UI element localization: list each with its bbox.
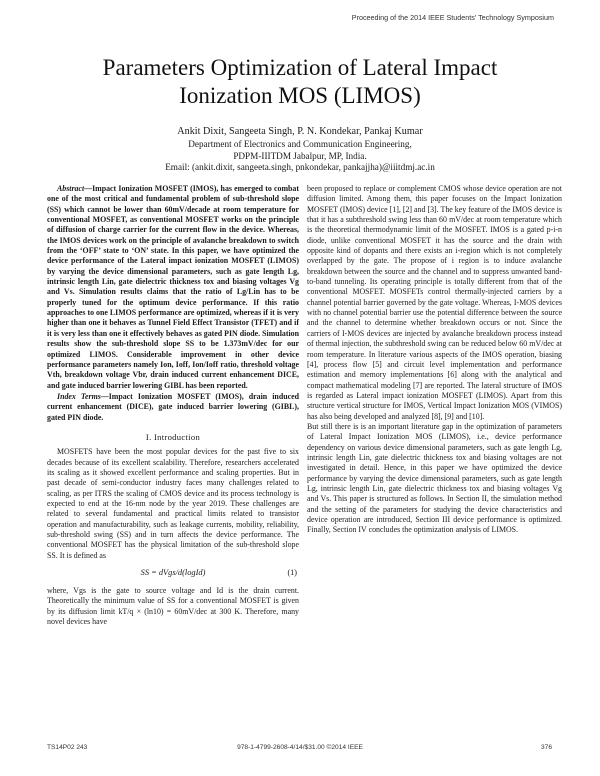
title-line-1: Parameters Optimization of Lateral Impact bbox=[102, 55, 498, 80]
footer-paper-id: TS14P02 243 bbox=[47, 744, 88, 751]
equation-body: SS = dVgs/d(logId) bbox=[140, 568, 206, 578]
index-terms-label: Index Terms bbox=[57, 391, 101, 401]
title-line-2: Ionization MOS (LIMOS) bbox=[179, 83, 421, 108]
equation-number: (1) bbox=[287, 568, 297, 578]
right-column bbox=[307, 184, 562, 536]
footer-page-number: 376 bbox=[540, 744, 552, 751]
index-terms-text: —Impact Ionization MOSFET (IMOS), drain induced current enhancement (DICE), gate induced barrier lowering (GIBL), gated PIN diode. bbox=[47, 391, 299, 422]
affiliation-block bbox=[0, 139, 600, 174]
right-paragraph-1: been proposed to replace or complement CMOS whose device operation are not diffusion limited. Among them, this paper focuses on the Impact Ionization MOSFET (IMOS) device [1], [2] and [3]. The key feature of the IMOS device is that it has a subthreshold swing less than 60 mV/dec at room temperature which is the theoretical thermodynamic limit of the MOSFET. IMOS is a gated p-i-n diode, unlike conventional MOSFET it has the source and the drain with opposite kind of dopants and there exists an i-region which is not completely overlapped by the gate. The propose of i region is to induce avalanche breakdown between the source and the channel and to suppress unwanted band-to-band tunneling. Its operating principle is totally different from that of the conventional MOSFET. MOSFETs control thermally-injected carriers by a channel potential barrier governed by the gate voltage. Whereas, I-MOS devices with no channel potential barrier use the potential difference between the source and the channel to determine whether breakdown occurs or not. Since the carriers of I-MOS devices are injected by avalanche breakdown process instead of thermal injection, the subthreshold swing can be reduced below 60 mV/dec at room temperature. In literature various aspects of the IMOS operation, biasing [4], process flow [5] and circuit level implementation and performance estimation and memory implementations [6] along with the analytical and compact mathematical modeling [7] are reported. The lateral structure of IMOS is regarded as Lateral impact ionization MOSFET (LIMOS). Apart from this structure vertical structure for IMOS, Vertical Impact Ionization MOS (VIMOS) has also being developed and analyzed [8], [9] and [10]. bbox=[307, 184, 562, 421]
abstract-label: Abstract bbox=[57, 184, 85, 193]
author-list: Ankit Dixit, Sangeeta Singh, P. N. Kondekar, Pankaj Kumar bbox=[177, 126, 423, 137]
abstract bbox=[47, 184, 299, 391]
index-terms bbox=[47, 392, 299, 423]
institution: PDPM-IIITDM Jabalpur, MP, India. bbox=[233, 150, 367, 161]
email-line: Email: (ankit.dixit, sangeeta.singh, pnkondekar, pankajjha)@iiitdmj.ac.in bbox=[165, 162, 435, 173]
left-column bbox=[47, 184, 299, 627]
right-paragraph-2: But still there is is an important literature gap in the optimization of parameters of Lateral Impact Ionization MOS (LIMOS), i.e., device performance dependency on various device dimensional parameters, such as gate length Lg, intrinsic length Lin, gate dielectric thickness tox and biasing voltages are not investigated in detail. Hence, in this paper we have optimized the device performance by varying the device dimensional parameters, such as gate length Lg, intrinsic length Lin, gate dielectric thickness tox and biasing voltages Vg and Vs. This paper is structured as follows. In Section II, the simulation method and the setting of the parameters for studying the device characteristics and device operation are introduced, Section III device performance is optimized. Finally, Section IV concludes the optimization analysis of LIMOS. bbox=[307, 421, 562, 535]
section-heading-introduction: I. Introduction bbox=[145, 431, 201, 442]
equation-1 bbox=[47, 565, 299, 583]
footer-copyright: 978-1-4799-2608-4/14/$31.00 ©2014 IEEE bbox=[237, 744, 363, 751]
intro-paragraph-1: MOSFETS have been the most popular devices for the past five to six decades because of its excellent scalability. Therefore, researchers accelerated its scaling as it showed excellent performance and scaling properties. But in past decade of semi-conductor industry faces many challenges related to scaling, as per ITRS the scaling of CMOS device and its process technology is expected to end at the 16-nm node by the year 2019. These challenges are related to several fundamental and practical limits related to transistor operation and manufacturability, such as leakage currents, mobility, reliability, sub-threshold swing (SS) and in turn affects the device performance. The conventional MOSFET has the physical limitation of the sub-threshold slope SS. It is defined as bbox=[47, 447, 299, 560]
department: Department of Electronics and Communication Engineering, bbox=[188, 139, 412, 149]
intro-paragraph-2: where, Vgs is the gate to source voltage and Id is the drain current. Theoretically the minimum value of SS for a conventional MOSFET is given by its diffusion limit kT/q × (ln10) = 60mV/dec at 300 K. Therefore, many novel devices have bbox=[47, 586, 299, 627]
paper-title bbox=[0, 54, 600, 110]
running-header: Proceeding of the 2014 IEEE Students' Technology Symposium bbox=[351, 13, 554, 22]
abstract-text: —Impact Ionization MOSFET (IMOS), has emerged to combat one of the most critical and fundamental problem of sub-threshold slope (SS) which cannot be lower than 60mV/decade at room temperature for conventional MOSFET, as conventional MOSFET works on the principle of diffusion of charge carrier for the current flow in the device. Whereas, the IMOS devices work on the principle of avalanche breakdown to switch from the ‘OFF’ state to ‘ON’ state. In this paper, we have optimized the device performance of the Lateral impact ionization MOSFET (LIMOS) by varying the device dimensional parameters, such as gate length Lg, intrinsic length Lin, gate dielectric thickness tox and biasing voltages Vg and Vs. Simulation results claims that the ratio of Lg/Lin has to be properly tuned for the optimum device performance. If this ratio approaches to one LIMOS performance are optimized, whereas if it is very higher than one it behaves as Tunnel Field Effect Transistor (TFET) and if it is very less than one it effectively behaves as gated PIN diode. Simulation results show the sub-threshold slope SS to be 1.373mV/dec for our optimized LIMOS. Considerable improvement in other device performance parameters namely Ion, Ioff, Ion/Ioff ratio, threshold voltage Vth, breakdown voltage Vbr, drain induced current enhancement DICE, and gate induced barrier lowering GIBL has been reported. bbox=[47, 184, 299, 390]
